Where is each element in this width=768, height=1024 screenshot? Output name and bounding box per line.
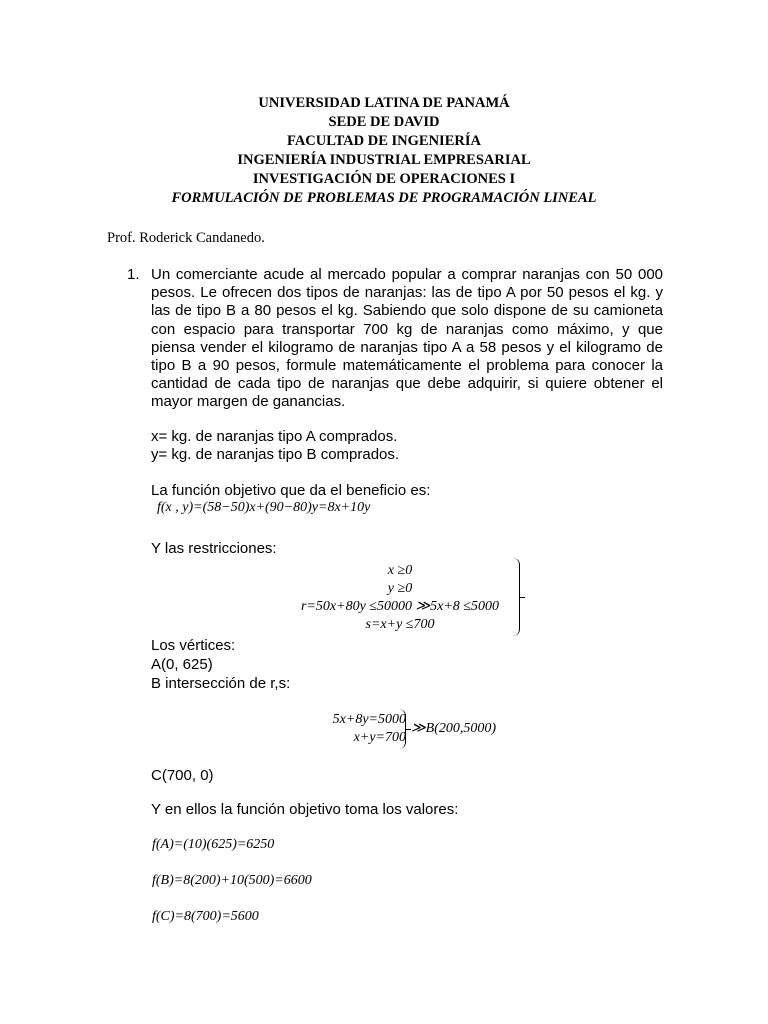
restrictions-block (280, 562, 520, 634)
system-equation-2: x+y=700 (353, 730, 406, 745)
system-equation-1: 5x+8y=5000 (332, 712, 406, 727)
professor-name: Prof. Roderick Candanedo. (107, 230, 265, 246)
problem-number: 1. (127, 266, 140, 283)
vertices-intro: Los vértices: (151, 637, 236, 654)
variable-x-definition: x= kg. de naranjas tipo A comprados. (151, 428, 398, 445)
intersection-system (296, 711, 406, 747)
values-intro: Y en ellos la función objetivo toma los valores: (151, 801, 459, 818)
faculty-name: FACULTAD DE INGENIERÍA (287, 133, 481, 149)
vertex-a: A(0, 625) (151, 656, 213, 673)
system-result: ≫B(200,5000) (411, 721, 497, 736)
university-name: UNIVERSIDAD LATINA DE PANAMÁ (258, 95, 510, 111)
value-at-c: f(C)=8(700)=5600 (152, 909, 259, 924)
restriction-capacity: s=x+y ≤700 (365, 617, 435, 632)
restriction-budget: r=50x+80y ≤50000 ≫5x+8 ≤5000 (301, 599, 499, 614)
vertex-b-intro: B intersección de r,s: (151, 675, 291, 692)
restrictions-brace-tip (519, 597, 525, 598)
campus-name: SEDE DE DAVID (328, 114, 440, 130)
objective-intro: La función objetivo que da el beneficio es: (151, 482, 431, 499)
variable-y-definition: y= kg. de naranjas tipo B comprados. (151, 446, 400, 463)
restrictions-intro: Y las restricciones: (151, 540, 277, 557)
program-name: INGENIERÍA INDUSTRIAL EMPRESARIAL (237, 152, 531, 168)
course-name: INVESTIGACIÓN DE OPERACIONES I (252, 171, 516, 187)
vertex-c: C(700, 0) (151, 767, 214, 784)
value-at-a: f(A)=(10)(625)=6250 (152, 837, 275, 852)
document-header (0, 94, 768, 208)
value-at-b: f(B)=8(200)+10(500)=6600 (152, 873, 312, 888)
restriction-y-nonneg: y ≥0 (387, 581, 413, 596)
restriction-x-nonneg: x ≥0 (387, 563, 413, 578)
document-title: FORMULACIÓN DE PROBLEMAS DE PROGRAMACIÓN LINEAL (171, 190, 597, 206)
problem-statement: Un comerciante acude al mercado popular a comprar naranjas con 50 000 pesos. Le ofrecen dos tipos de naranjas: las de tipo A por 50 pesos el kg. y las de tipo B a 80 pesos el kg. Sabiendo que solo dispone de su camioneta con espacio para transportar 700 kg de naranjas como máximo, y que piensa vender el kilogramo de naranjas tipo A a 58 pesos y el kilogramo de tipo B a 90 pesos, formule matemáticamente el problema para conocer la cantidad de cada tipo de naranjas que debe adquirir, si quiere obtener el mayor margen de ganancias. (151, 266, 663, 411)
objective-function: f(x , y)=(58−50)x+(90−80)y=8x+10y (157, 500, 371, 515)
